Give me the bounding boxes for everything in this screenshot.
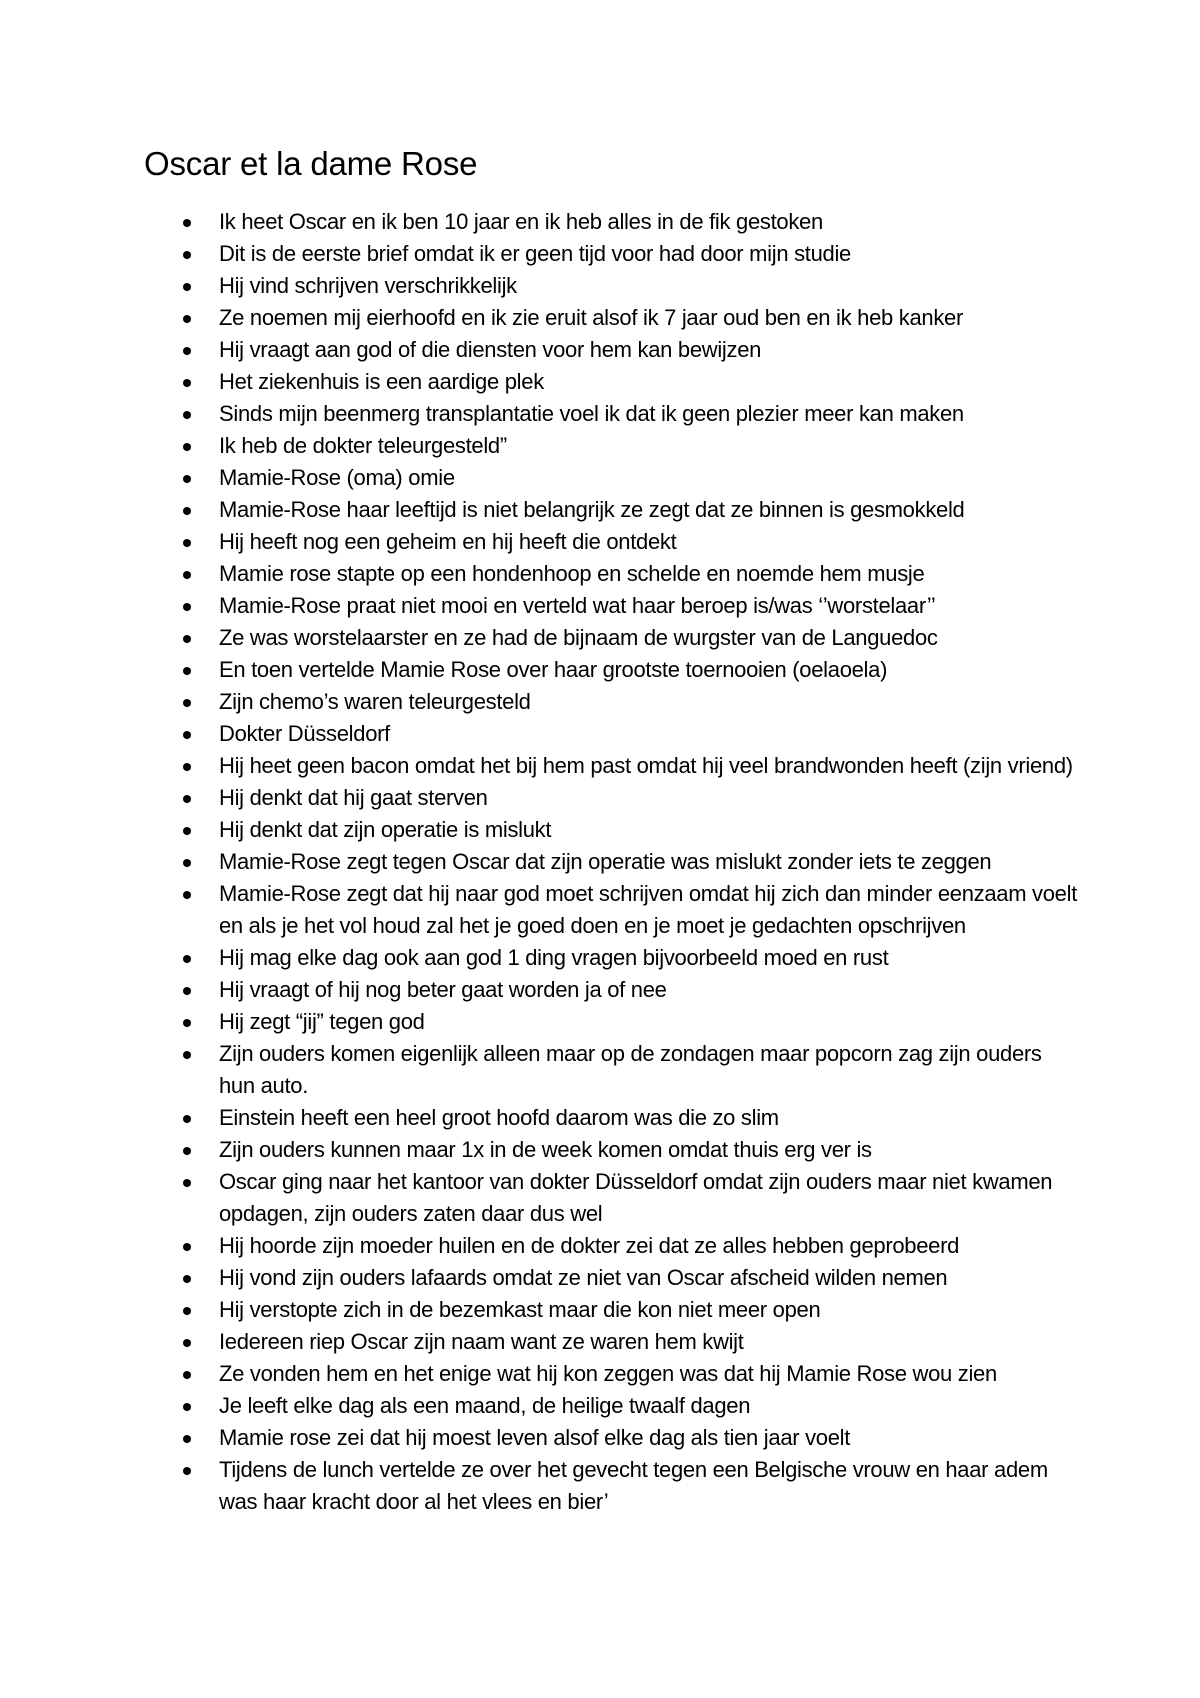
bullet-icon <box>183 283 191 291</box>
list-item-text: Sinds mijn beenmerg transplantatie voel ik dat ik geen plezier meer kan maken <box>219 401 964 426</box>
list-item <box>0 334 1200 366</box>
bullet-icon <box>183 1275 191 1283</box>
list-item <box>0 494 1200 526</box>
list-item-text: Zijn ouders kunnen maar 1x in de week komen omdat thuis erg ver is <box>219 1137 872 1162</box>
list-item <box>0 1326 1200 1358</box>
list-item <box>0 1454 1200 1518</box>
list-item <box>0 558 1200 590</box>
list-item <box>0 366 1200 398</box>
bullet-icon <box>183 1243 191 1251</box>
list-item-text: Ze noemen mij eierhoofd en ik zie eruit alsof ik 7 jaar oud ben en ik heb kanker <box>219 305 963 330</box>
bullet-icon <box>183 795 191 803</box>
list-item-text: Mamie-Rose zegt dat hij naar god moet schrijven omdat hij zich dan minder eenzaam voelt en als je het vol houd zal het je goed doen en je moet je gedachten opschrijven <box>219 881 1078 938</box>
list-item <box>0 942 1200 974</box>
list-item-text: Mamie-Rose (oma) omie <box>219 465 455 490</box>
list-item-text: Hij vind schrijven verschrikkelijk <box>219 273 517 298</box>
list-item <box>0 526 1200 558</box>
list-item-text: Zijn ouders komen eigenlijk alleen maar op de zondagen maar popcorn zag zijn ouders hun auto. <box>219 1041 1042 1098</box>
list-item-text: Mamie-Rose praat niet mooi en verteld wat haar beroep is/was ‘’worstelaar’’ <box>219 593 936 618</box>
list-item-text: Hij vond zijn ouders lafaards omdat ze niet van Oscar afscheid wilden nemen <box>219 1265 948 1290</box>
list-item <box>0 1134 1200 1166</box>
bullet-icon <box>183 251 191 259</box>
list-item <box>0 1038 1200 1102</box>
list-item-text: Hij vraagt of hij nog beter gaat worden ja of nee <box>219 977 667 1002</box>
list-item <box>0 686 1200 718</box>
list-item-text: Ze was worstelaarster en ze had de bijnaam de wurgster van de Languedoc <box>219 625 938 650</box>
list-item <box>0 462 1200 494</box>
list-item-text: Je leeft elke dag als een maand, de heilige twaalf dagen <box>219 1393 751 1418</box>
list-item <box>0 974 1200 1006</box>
bullet-icon <box>183 443 191 451</box>
bullet-icon <box>183 1147 191 1155</box>
bullet-icon <box>183 379 191 387</box>
list-item <box>0 846 1200 878</box>
list-item-text: Mamie rose zei dat hij moest leven alsof elke dag als tien jaar voelt <box>219 1425 851 1450</box>
list-item-text: Hij heeft nog een geheim en hij heeft die ontdekt <box>219 529 677 554</box>
bullet-icon <box>183 763 191 771</box>
list-item-text: Mamie-Rose haar leeftijd is niet belangrijk ze zegt dat ze binnen is gesmokkeld <box>219 497 965 522</box>
bullet-icon <box>183 1403 191 1411</box>
list-item-text: Het ziekenhuis is een aardige plek <box>219 369 544 394</box>
list-item-text: Hij zegt “jij” tegen god <box>219 1009 425 1034</box>
bullet-icon <box>183 987 191 995</box>
list-item-text: Dit is de eerste brief omdat ik er geen tijd voor had door mijn studie <box>219 241 851 266</box>
list-item <box>0 206 1200 238</box>
list-item-text: Hij hoorde zijn moeder huilen en de dokter zei dat ze alles hebben geprobeerd <box>219 1233 960 1258</box>
bullet-icon <box>183 1435 191 1443</box>
list-item <box>0 750 1200 782</box>
bullet-icon <box>183 219 191 227</box>
bullet-icon <box>183 891 191 899</box>
list-item <box>0 590 1200 622</box>
list-item-text: Tijdens de lunch vertelde ze over het gevecht tegen een Belgische vrouw en haar adem was haar kracht door al het vlees en bier’ <box>219 1457 1048 1514</box>
list-item-text: Ik heb de dokter teleurgesteld” <box>219 433 507 458</box>
document-title: Oscar et la dame Rose <box>144 145 478 182</box>
bullet-icon <box>183 1307 191 1315</box>
list-item <box>0 1390 1200 1422</box>
bullet-icon <box>183 475 191 483</box>
list-item <box>0 1006 1200 1038</box>
list-item <box>0 302 1200 334</box>
list-item-text: Zijn chemo’s waren teleurgesteld <box>219 689 531 714</box>
list-item <box>0 622 1200 654</box>
bullet-icon <box>183 827 191 835</box>
list-item <box>0 270 1200 302</box>
list-item-text: Ik heet Oscar en ik ben 10 jaar en ik heb alles in de fik gestoken <box>219 209 823 234</box>
list-item <box>0 1230 1200 1262</box>
list-item-text: Hij denkt dat hij gaat sterven <box>219 785 488 810</box>
list-item-text: Oscar ging naar het kantoor van dokter Düsseldorf omdat zijn ouders maar niet kwamen opdagen, zijn ouders zaten daar dus wel <box>219 1169 1053 1226</box>
list-item <box>0 1166 1200 1230</box>
bullet-icon <box>183 635 191 643</box>
list-item <box>0 430 1200 462</box>
list-item-text: Mamie rose stapte op een hondenhoop en schelde en noemde hem musje <box>219 561 925 586</box>
list-item <box>0 1422 1200 1454</box>
bullet-icon <box>183 347 191 355</box>
bullet-icon <box>183 315 191 323</box>
bullet-icon <box>183 699 191 707</box>
bullet-icon <box>183 1051 191 1059</box>
list-item <box>0 238 1200 270</box>
list-item-text: Hij denkt dat zijn operatie is mislukt <box>219 817 552 842</box>
list-item-text: Mamie-Rose zegt tegen Oscar dat zijn operatie was mislukt zonder iets te zeggen <box>219 849 992 874</box>
list-item <box>0 782 1200 814</box>
bullet-icon <box>183 507 191 515</box>
bullet-icon <box>183 859 191 867</box>
bullet-icon <box>183 1339 191 1347</box>
list-item-text: Dokter Düsseldorf <box>219 721 390 746</box>
bullet-icon <box>183 1371 191 1379</box>
list-item-text: Hij vraagt aan god of die diensten voor hem kan bewijzen <box>219 337 762 362</box>
bullet-icon <box>183 539 191 547</box>
list-item-text: Einstein heeft een heel groot hoofd daarom was die zo slim <box>219 1105 779 1130</box>
list-item <box>0 814 1200 846</box>
list-item <box>0 718 1200 750</box>
bullet-list <box>0 206 1200 1518</box>
list-item-text: Iedereen riep Oscar zijn naam want ze waren hem kwijt <box>219 1329 744 1354</box>
list-item <box>0 1358 1200 1390</box>
list-item <box>0 1262 1200 1294</box>
list-item <box>0 398 1200 430</box>
bullet-icon <box>183 955 191 963</box>
list-item <box>0 1102 1200 1134</box>
bullet-icon <box>183 1019 191 1027</box>
list-item-text: En toen vertelde Mamie Rose over haar grootste toernooien (oelaoela) <box>219 657 888 682</box>
list-item-text: Ze vonden hem en het enige wat hij kon zeggen was dat hij Mamie Rose wou zien <box>219 1361 997 1386</box>
bullet-icon <box>183 1467 191 1475</box>
bullet-icon <box>183 667 191 675</box>
bullet-icon <box>183 411 191 419</box>
bullet-icon <box>183 731 191 739</box>
bullet-icon <box>183 1115 191 1123</box>
list-item <box>0 654 1200 686</box>
list-item <box>0 1294 1200 1326</box>
list-item-text: Hij heet geen bacon omdat het bij hem past omdat hij veel brandwonden heeft (zijn vriend) <box>219 753 1073 778</box>
list-item-text: Hij mag elke dag ook aan god 1 ding vragen bijvoorbeeld moed en rust <box>219 945 889 970</box>
bullet-icon <box>183 1179 191 1187</box>
list-item <box>0 878 1200 942</box>
bullet-icon <box>183 603 191 611</box>
bullet-icon <box>183 571 191 579</box>
list-item-text: Hij verstopte zich in de bezemkast maar die kon niet meer open <box>219 1297 821 1322</box>
